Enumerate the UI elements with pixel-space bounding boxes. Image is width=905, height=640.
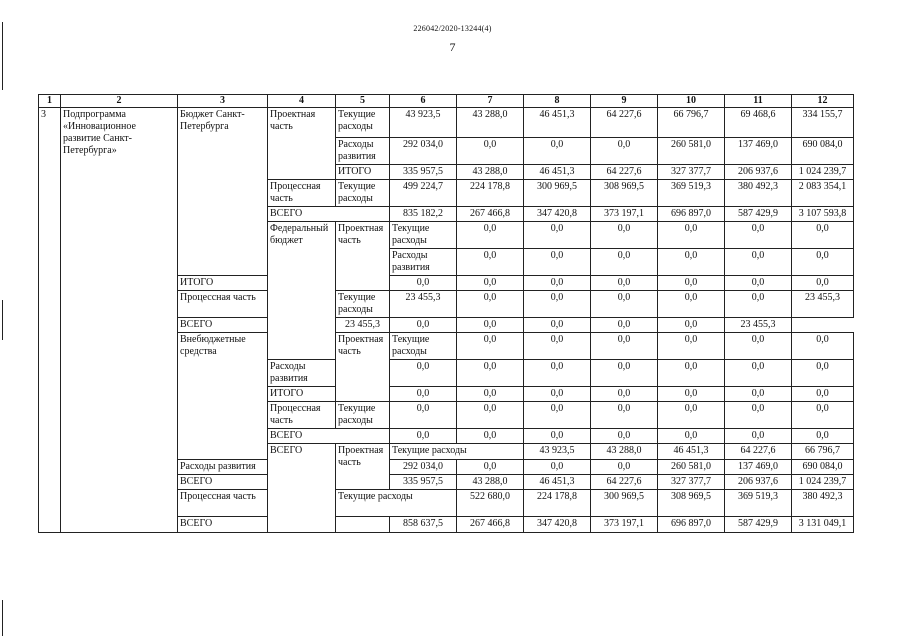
value-cell: 137 469,0 (725, 138, 792, 165)
column-header: 6 (390, 95, 457, 108)
total-label: ВСЕГО (268, 429, 390, 444)
value-cell: 0,0 (792, 333, 854, 360)
value-cell: 0,0 (524, 222, 591, 249)
value-cell: 0,0 (524, 402, 591, 429)
value-cell: 0,0 (524, 291, 591, 318)
value-cell: 64 227,6 (591, 108, 658, 138)
value-cell: 0,0 (725, 387, 792, 402)
part-label: Проектная часть (268, 108, 336, 180)
value-cell: 334 155,7 (792, 108, 854, 138)
value-cell: 0,0 (390, 387, 457, 402)
value-cell: 0,0 (457, 291, 524, 318)
value-cell: 0,0 (457, 276, 524, 291)
value-cell: 0,0 (792, 429, 854, 444)
value-cell: 587 429,9 (725, 517, 792, 533)
value-cell: 0,0 (658, 360, 725, 387)
value-cell: 0,0 (390, 429, 457, 444)
value-cell: 0,0 (658, 402, 725, 429)
value-cell: 335 957,5 (390, 165, 457, 180)
value-cell: 260 581,0 (658, 460, 725, 475)
value-cell: 43 288,0 (591, 444, 658, 460)
value-cell: 260 581,0 (658, 138, 725, 165)
value-cell: 0,0 (457, 318, 524, 333)
value-cell: 0,0 (591, 138, 658, 165)
value-cell: 23 455,3 (792, 291, 854, 318)
column-number-row (39, 95, 854, 108)
value-cell: 43 923,5 (524, 444, 591, 460)
part-label: Процессная часть (268, 180, 336, 207)
value-cell: 0,0 (792, 360, 854, 387)
value-cell: 0,0 (658, 222, 725, 249)
value-cell: 0,0 (457, 138, 524, 165)
value-cell: 0,0 (524, 460, 591, 475)
value-cell: 0,0 (792, 222, 854, 249)
value-cell: 0,0 (725, 291, 792, 318)
expense-label: Текущие расходы (390, 222, 457, 249)
value-cell: 373 197,1 (591, 207, 658, 222)
value-cell: 64 227,6 (591, 475, 658, 490)
value-cell: 0,0 (457, 222, 524, 249)
value-cell: 1 024 239,7 (792, 165, 854, 180)
value-cell: 0,0 (658, 249, 725, 276)
value-cell: 0,0 (725, 249, 792, 276)
value-cell: 0,0 (390, 360, 457, 387)
value-cell: 46 451,3 (524, 475, 591, 490)
value-cell: 0,0 (658, 429, 725, 444)
expense-label: Текущие расходы (336, 490, 457, 517)
value-cell: 69 468,6 (725, 108, 792, 138)
value-cell: 43 288,0 (457, 108, 524, 138)
value-cell: 300 969,5 (591, 490, 658, 517)
value-cell: 0,0 (591, 276, 658, 291)
funding-source: Бюджет Санкт-Петербурга (178, 108, 268, 276)
expense-label: Текущие расходы (336, 291, 390, 318)
value-cell: 0,0 (457, 429, 524, 444)
value-cell: 43 288,0 (457, 165, 524, 180)
value-cell: 0,0 (591, 318, 658, 333)
value-cell: 347 420,8 (524, 517, 591, 533)
value-cell: 0,0 (792, 402, 854, 429)
value-cell: 0,0 (725, 333, 792, 360)
table-row (39, 108, 854, 138)
value-cell: 835 182,2 (390, 207, 457, 222)
expense-label: Текущие расходы (336, 180, 390, 207)
expense-label: Расходы развития (336, 138, 390, 165)
expense-label: Текущие расходы (390, 444, 524, 460)
expense-label: Расходы развития (268, 360, 336, 387)
expense-label: Текущие расходы (336, 402, 390, 429)
value-cell: 0,0 (457, 460, 524, 475)
value-cell: 0,0 (658, 318, 725, 333)
value-cell: 327 377,7 (658, 475, 725, 490)
value-cell: 335 957,5 (390, 475, 457, 490)
part-label: Проектная часть (336, 444, 390, 490)
value-cell: 46 451,3 (524, 108, 591, 138)
value-cell: 3 131 049,1 (792, 517, 854, 533)
value-cell: 690 084,0 (792, 138, 854, 165)
value-cell: 308 969,5 (658, 490, 725, 517)
part-label: Процессная часть (178, 291, 268, 318)
scan-edge-line (2, 600, 3, 636)
value-cell: 0,0 (792, 276, 854, 291)
value-cell: 0,0 (524, 276, 591, 291)
value-cell: 0,0 (524, 429, 591, 444)
value-cell: 0,0 (658, 276, 725, 291)
part-label: Проектная часть (336, 222, 390, 291)
value-cell: 0,0 (658, 387, 725, 402)
value-cell: 206 937,6 (725, 165, 792, 180)
total-label: ВСЕГО (268, 207, 390, 222)
value-cell: 373 197,1 (591, 517, 658, 533)
value-cell: 1 024 239,7 (792, 475, 854, 490)
scan-edge-line (2, 300, 3, 340)
value-cell: 0,0 (457, 387, 524, 402)
expense-label: ИТОГО (336, 165, 390, 180)
value-cell: 0,0 (725, 360, 792, 387)
value-cell: 300 969,5 (524, 180, 591, 207)
expense-label: ВСЕГО (178, 475, 336, 490)
value-cell: 327 377,7 (658, 165, 725, 180)
value-cell: 0,0 (390, 318, 457, 333)
value-cell: 0,0 (524, 318, 591, 333)
value-cell: 0,0 (457, 402, 524, 429)
part-label: Процессная часть (268, 402, 336, 429)
page-number: 7 (449, 40, 456, 54)
column-header: 7 (457, 95, 524, 108)
expense-label: Расходы развития (390, 249, 457, 276)
value-cell: 0,0 (457, 333, 524, 360)
expense-label: Расходы развития (178, 460, 336, 475)
subprogram-name: Подпрограмма «Инновационное развитие Санкт-Петербурга» (61, 108, 178, 533)
expense-label: Текущие расходы (390, 333, 457, 360)
value-cell: 23 455,3 (336, 318, 390, 333)
value-cell: 292 034,0 (390, 460, 457, 475)
value-cell: 46 451,3 (524, 165, 591, 180)
value-cell: 499 224,7 (390, 180, 457, 207)
value-cell: 0,0 (591, 222, 658, 249)
value-cell: 0,0 (390, 402, 457, 429)
value-cell: 0,0 (658, 333, 725, 360)
value-cell: 137 469,0 (725, 460, 792, 475)
value-cell: 267 466,8 (457, 517, 524, 533)
value-cell: 0,0 (725, 276, 792, 291)
value-cell: 66 796,7 (792, 444, 854, 460)
value-cell: 380 492,3 (792, 490, 854, 517)
funding-source: Федеральный бюджет (268, 222, 336, 360)
expense-label: ИТОГО (178, 276, 268, 291)
value-cell: 292 034,0 (390, 138, 457, 165)
value-cell: 0,0 (792, 387, 854, 402)
value-cell: 0,0 (524, 360, 591, 387)
document-id: 226042/2020-13244(4) (413, 24, 492, 33)
value-cell: 0,0 (457, 360, 524, 387)
value-cell: 43 288,0 (457, 475, 524, 490)
value-cell: 0,0 (390, 276, 457, 291)
column-header: 4 (268, 95, 336, 108)
value-cell: 0,0 (524, 333, 591, 360)
column-header: 5 (336, 95, 390, 108)
value-cell: 0,0 (792, 249, 854, 276)
value-cell: 0,0 (591, 333, 658, 360)
value-cell: 224 178,8 (524, 490, 591, 517)
value-cell: 380 492,3 (725, 180, 792, 207)
value-cell: 43 923,5 (390, 108, 457, 138)
column-header: 12 (792, 95, 854, 108)
value-cell: 0,0 (591, 387, 658, 402)
funding-source: Внебюджетные средства (178, 333, 268, 460)
column-header: 10 (658, 95, 725, 108)
value-cell: 0,0 (524, 138, 591, 165)
value-cell: 0,0 (725, 429, 792, 444)
value-cell: 224 178,8 (457, 180, 524, 207)
value-cell: 66 796,7 (658, 108, 725, 138)
column-header: 3 (178, 95, 268, 108)
value-cell: 267 466,8 (457, 207, 524, 222)
part-label: Проектная часть (336, 333, 390, 402)
part-label: Процессная часть (178, 490, 268, 517)
value-cell: 0,0 (591, 429, 658, 444)
value-cell: 690 084,0 (792, 460, 854, 475)
column-header: 1 (39, 95, 61, 108)
column-header: 11 (725, 95, 792, 108)
row-number: 3 (39, 108, 61, 533)
value-cell: 369 519,3 (658, 180, 725, 207)
value-cell: 308 969,5 (591, 180, 658, 207)
value-cell: 0,0 (725, 402, 792, 429)
value-cell: 858 637,5 (390, 517, 457, 533)
value-cell: 0,0 (524, 249, 591, 276)
value-cell: 0,0 (591, 291, 658, 318)
value-cell: 46 451,3 (658, 444, 725, 460)
grand-total-label: ВСЕГО (268, 444, 336, 533)
value-cell: 0,0 (591, 402, 658, 429)
value-cell: 0,0 (658, 291, 725, 318)
value-cell: 0,0 (457, 249, 524, 276)
value-cell: 23 455,3 (725, 318, 792, 333)
value-cell: 2 083 354,1 (792, 180, 854, 207)
value-cell: 0,0 (591, 249, 658, 276)
value-cell: 522 680,0 (457, 490, 524, 517)
value-cell: 0,0 (725, 222, 792, 249)
value-cell: 0,0 (524, 387, 591, 402)
value-cell: 587 429,9 (725, 207, 792, 222)
column-header: 2 (61, 95, 178, 108)
value-cell: 696 897,0 (658, 207, 725, 222)
value-cell: 3 107 593,8 (792, 207, 854, 222)
value-cell: 0,0 (591, 360, 658, 387)
value-cell: 23 455,3 (390, 291, 457, 318)
column-header: 9 (591, 95, 658, 108)
column-header: 8 (524, 95, 591, 108)
expense-label: ИТОГО (268, 387, 336, 402)
value-cell: 206 937,6 (725, 475, 792, 490)
value-cell: 64 227,6 (591, 165, 658, 180)
budget-table (38, 94, 854, 533)
total-label: ВСЕГО (178, 517, 390, 533)
expense-label: Текущие расходы (336, 108, 390, 138)
value-cell: 696 897,0 (658, 517, 725, 533)
total-label: ВСЕГО (178, 318, 336, 333)
value-cell: 369 519,3 (725, 490, 792, 517)
value-cell: 347 420,8 (524, 207, 591, 222)
value-cell: 0,0 (591, 460, 658, 475)
value-cell: 64 227,6 (725, 444, 792, 460)
